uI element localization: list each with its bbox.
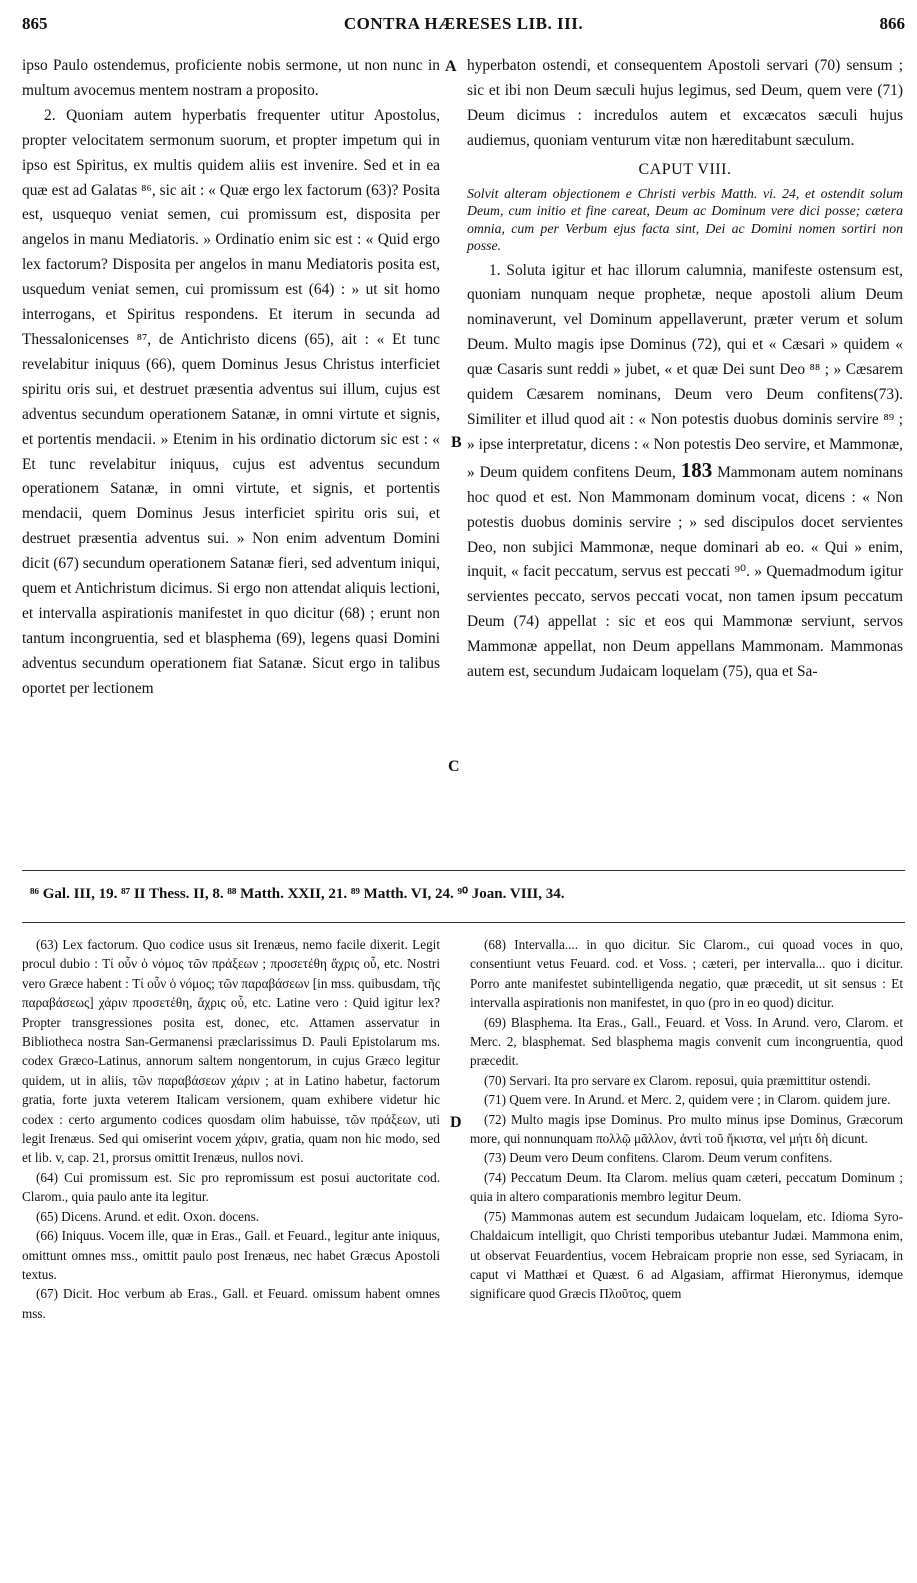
paragraph-part: Mammonam autem nominans hoc quod et est. Non Mammonam dominum vocat, dicens : « Non potestis duobus dominis servire ; » sed discipulos docet servientes Deo, non subjici Mammonæ, neque dominari ab eo. « Qui » enim, inquit, « facit peccatum, servus est peccati ⁹⁰. » Quemadmodum igitur servientes peccato, servos peccati vocat, non tamen ipsum peccatum Deum (74) appellat : sic et eos qui Mammonæ serviunt, servos Mammonæ appellat, non Deum appellans Mammonam. Mammonas autem est, secundum Judaicam loquelam (75), qua et Sa- xyxy=(467,463,903,681)
footnote: (73) Deum vero Deum confitens. Clarom. Deum verum confitens. xyxy=(484,1150,833,1166)
footnote: (66) Iniquus. Vocem ille, quæ in Eras., Gall. et Feuard., legitur ante iniquus, omittunt omnes mss., omittit paulo post Irenæus, nec habet Græcus Apostoli textus. xyxy=(22,1228,440,1282)
footnote: (63) Lex factorum. Quo codice usus sit Irenæus, nemo facile dixerit. Legit procul dubio : Τί οὖν ὁ νόμος τῶν πράξεων ; προσετέθη ἄχρις οὗ, etc. Nostri vero Græce habent : Τί οὖν ὁ νόμος; τῶν παραβάσεων [in mss. quibusdam, τῆς παραβάσεως] χάριν προσετέθη, ἄχρις οὗ, etc. Latine vero : Quid igitur lex? Propter transgressiones posita est, donec, etc. Attamen asservatur in Bibliotheca nostra San-Germanensi præclarissimus D. Pauli Epistolarum ms. codex Græco-Latinus, annorum saltem nongentorum, in cujus Græco legitur quidem, ut in aliis, τῶν παραβάσεων χάριν ; at in Latino habetur, factorum gratia, forte juxta veterem Italicam versionem, quam exhibere videtur hic codex : certo argumento codices quosdam olim habuisse, τῶν πράξεων, uti legit Irenæus. Sed qui omiserint vocem χάριν, gratia, quam non hic modo, sed et lib. v, cap. 21, prorsus omittit Irenæus, nullos novi. xyxy=(22,937,440,1166)
footnote: (68) Intervalla.... in quo dicitur. Sic Clarom., cui quoad voces in quo, consentiunt vetus Feuard. cod. et Voss. ; cæteri, per intervalla... quo i dicitur. Porro ante manifestet subintelligenda negatio, quæ præcedit, ut sit sensus : Et intervalla aspirationis non manifestet, in quo (pro in eo quod) dicitur. xyxy=(470,937,903,1011)
margin-letter-c: C xyxy=(448,758,460,775)
notes-right-column xyxy=(470,935,903,1304)
notes-left-column xyxy=(22,935,440,1323)
footnote: (65) Dicens. Arund. et edit. Oxon. docens. xyxy=(36,1208,260,1224)
margin-letter-a: A xyxy=(445,58,457,75)
page-number-left: 865 xyxy=(22,14,48,33)
footnote: (69) Blasphema. Ita Eras., Gall., Feuard. et Voss. In Arund. vero, Clarom. et Merc. 2, blasphemat. Sed blasphema magis convenit cum incongruentia, quod præcedit. xyxy=(470,1014,903,1069)
running-header xyxy=(22,10,905,40)
paragraph: ipso Paulo ostendemus, proficiente nobis sermone, ut non nunc in multum avocemus mentem nostram a proposito. xyxy=(22,57,440,99)
margin-letter-d: D xyxy=(450,1114,462,1131)
divider xyxy=(22,922,905,923)
footnote: (72) Multo magis ipse Dominus. Pro multo minus ipse Dominus, Græcorum more, qui nonnunquam πολλῷ μᾶλλον, ἀντὶ τοῦ ἥκιστα, vel μήτι δὴ dicunt. xyxy=(470,1111,903,1147)
page-mark: 183 xyxy=(680,457,713,482)
chapter-heading: CAPUT VIII. xyxy=(638,160,732,178)
paragraph-part: 1. Soluta igitur et hac illorum calumnia, manifeste ostensum est, quoniam nunquam neque prophetæ, neque apostoli alium Deum nominaverunt, vel Dominum appellaverunt, præter verum et solum Deum. Multo magis ipse Dominus (72), qui et « Cæsari » quidem « quæ Casaris sunt reddi » jubet, « et quæ Dei sunt Deo ⁸⁸ ; » Cæsarem quidem Cæsarem nominans, Deum vero Deum confitens(73). Similiter et illud quod ait : « Non potestis duobus dominis servire ⁸⁹ ; » ipse interpretatur, dicens : « Non potestis Deo servire, et Mammonæ, » Deum quidem confitens Deum, xyxy=(467,261,903,481)
running-title: CONTRA HÆRESES LIB. III. xyxy=(343,14,584,33)
footnote: (74) Peccatum Deum. Ita Clarom. melius quam cæteri, peccatum Dominum ; quia in altero comparationis membro legitur Deum. xyxy=(470,1169,903,1205)
footnote: (75) Mammonas autem est secundum Judaicam loquelam, etc. Idioma Syro-Chaldaicum intelligit, quo Christi temporibus utebantur Judæi. Mammona enim, ut observat Feuardentius, vocem Hebraicam proprie non esse, sed Syriacam, in caput vi Matthæi et Quæst. 6 ad Algasiam, affirmat Hieronymus, idemque significare quod Græcis Πλοῦτος, quem xyxy=(470,1208,903,1302)
margin-letter-b: B xyxy=(451,434,462,451)
footnote: (71) Quem vere. In Arund. et Merc. 2, quidem vere ; in Clarom. quidem jure. xyxy=(484,1092,891,1108)
footnote: (64) Cui promissum est. Sic pro repromissum est posui auctoritate cod. Clarom., quia paulo ante ita legitur. xyxy=(22,1169,440,1205)
main-text-left-column xyxy=(22,54,440,702)
paragraph: hyperbaton ostendi, et consequentem Apostoli servari (70) sensum ; sic et ibi non Deum sæculi hujus legimus, sed Deum, quem vere (71) Deum dicimus : incredulos autem et excæcatos sæculi hujus audiemus, quoniam venturum vitæ non hæreditabunt sæculum. xyxy=(467,57,903,149)
footnote: (70) Servari. Ita pro servare ex Clarom. reposui, quia præmittitur ostendi. xyxy=(484,1072,871,1088)
paragraph xyxy=(467,259,903,685)
paragraph: 2. Quoniam autem hyperbatis frequenter utitur Apostolus, propter velocitatem sermonum suorum, et propter impetum qui in ipso est Spiritus, ex multis quidem aliis est invenire. Sed et in ea quæ est ad Galatas ⁸⁶, sic ait : « Quæ ergo lex factorum (63)? Posita est, usquequo veniat semen, cui promissum est, disposita per angelos in manu Mediatoris. » Ordinatio enim sic est : « Quid ergo lex factorum? Disposita per angelos in manu Mediatoris posita est, usquedum veniat semen, cui promissum est (64) : » ut sit homo interrogans, et Spiritus respondens. Et iterum in secunda ad Thessalonicenses ⁸⁷, de Antichristo dicens (65), ait : « Et tunc revelabitur iniquus (66), quem Dominus Jesus Christus interficiet spiritu oris sui, et destruet præsentia adventus sui illum, cujus est adventus secundum operationem Satanæ, in omni virtute et signis, et portentis mendacii. » Etenim in his ordinatio dictorum sic est : « Et tunc revelabitur iniquus, cujus est adventus secundum operationem Satanæ, in omni virtute, et signis, et portentis mendacii, quem Dominus Jesus interficiet spiritu oris sui, et destruet præsentia adventus sui. » Non enim adventum Domini dicit (67) secundum operationem Satanæ fieri, sed adventum iniqui, quem et Antichristum dicimus. Si ergo non attendat aliquis lectioni, et intervalla aspirationis manifestet in quo dicitur (68) ; erunt non tantum incongruentia, sed et blasphema (69), legens quasi Domini adventus secundum operationem fiat Satanæ. Sicut ergo in talibus oportet per lectionem xyxy=(22,106,441,697)
scripture-references: ⁸⁶ Gal. III, 19. ⁸⁷ II Thess. II, 8. ⁸⁸ Matth. XXII, 21. ⁸⁹ Matth. VI, 24. ⁹⁰ Joan. VIII, 34. xyxy=(30,886,565,902)
chapter-summary: Solvit alteram objectionem e Christi verbis Matth. vi. 24, et ostendit solum Deum, cum initio et fine careat, Deum ac Dominum vere dici posse; cætera omnia, cum per Verbum ejus facta sint, Dei ac Domini nomen sortiri non posse. xyxy=(467,185,903,254)
page-number-right: 866 xyxy=(879,14,905,33)
main-text-right-column xyxy=(467,54,903,685)
footnote: (67) Dicit. Hoc verbum ab Eras., Gall. et Feuard. omissum habent omnes mss. xyxy=(22,1286,440,1321)
divider xyxy=(22,870,905,871)
